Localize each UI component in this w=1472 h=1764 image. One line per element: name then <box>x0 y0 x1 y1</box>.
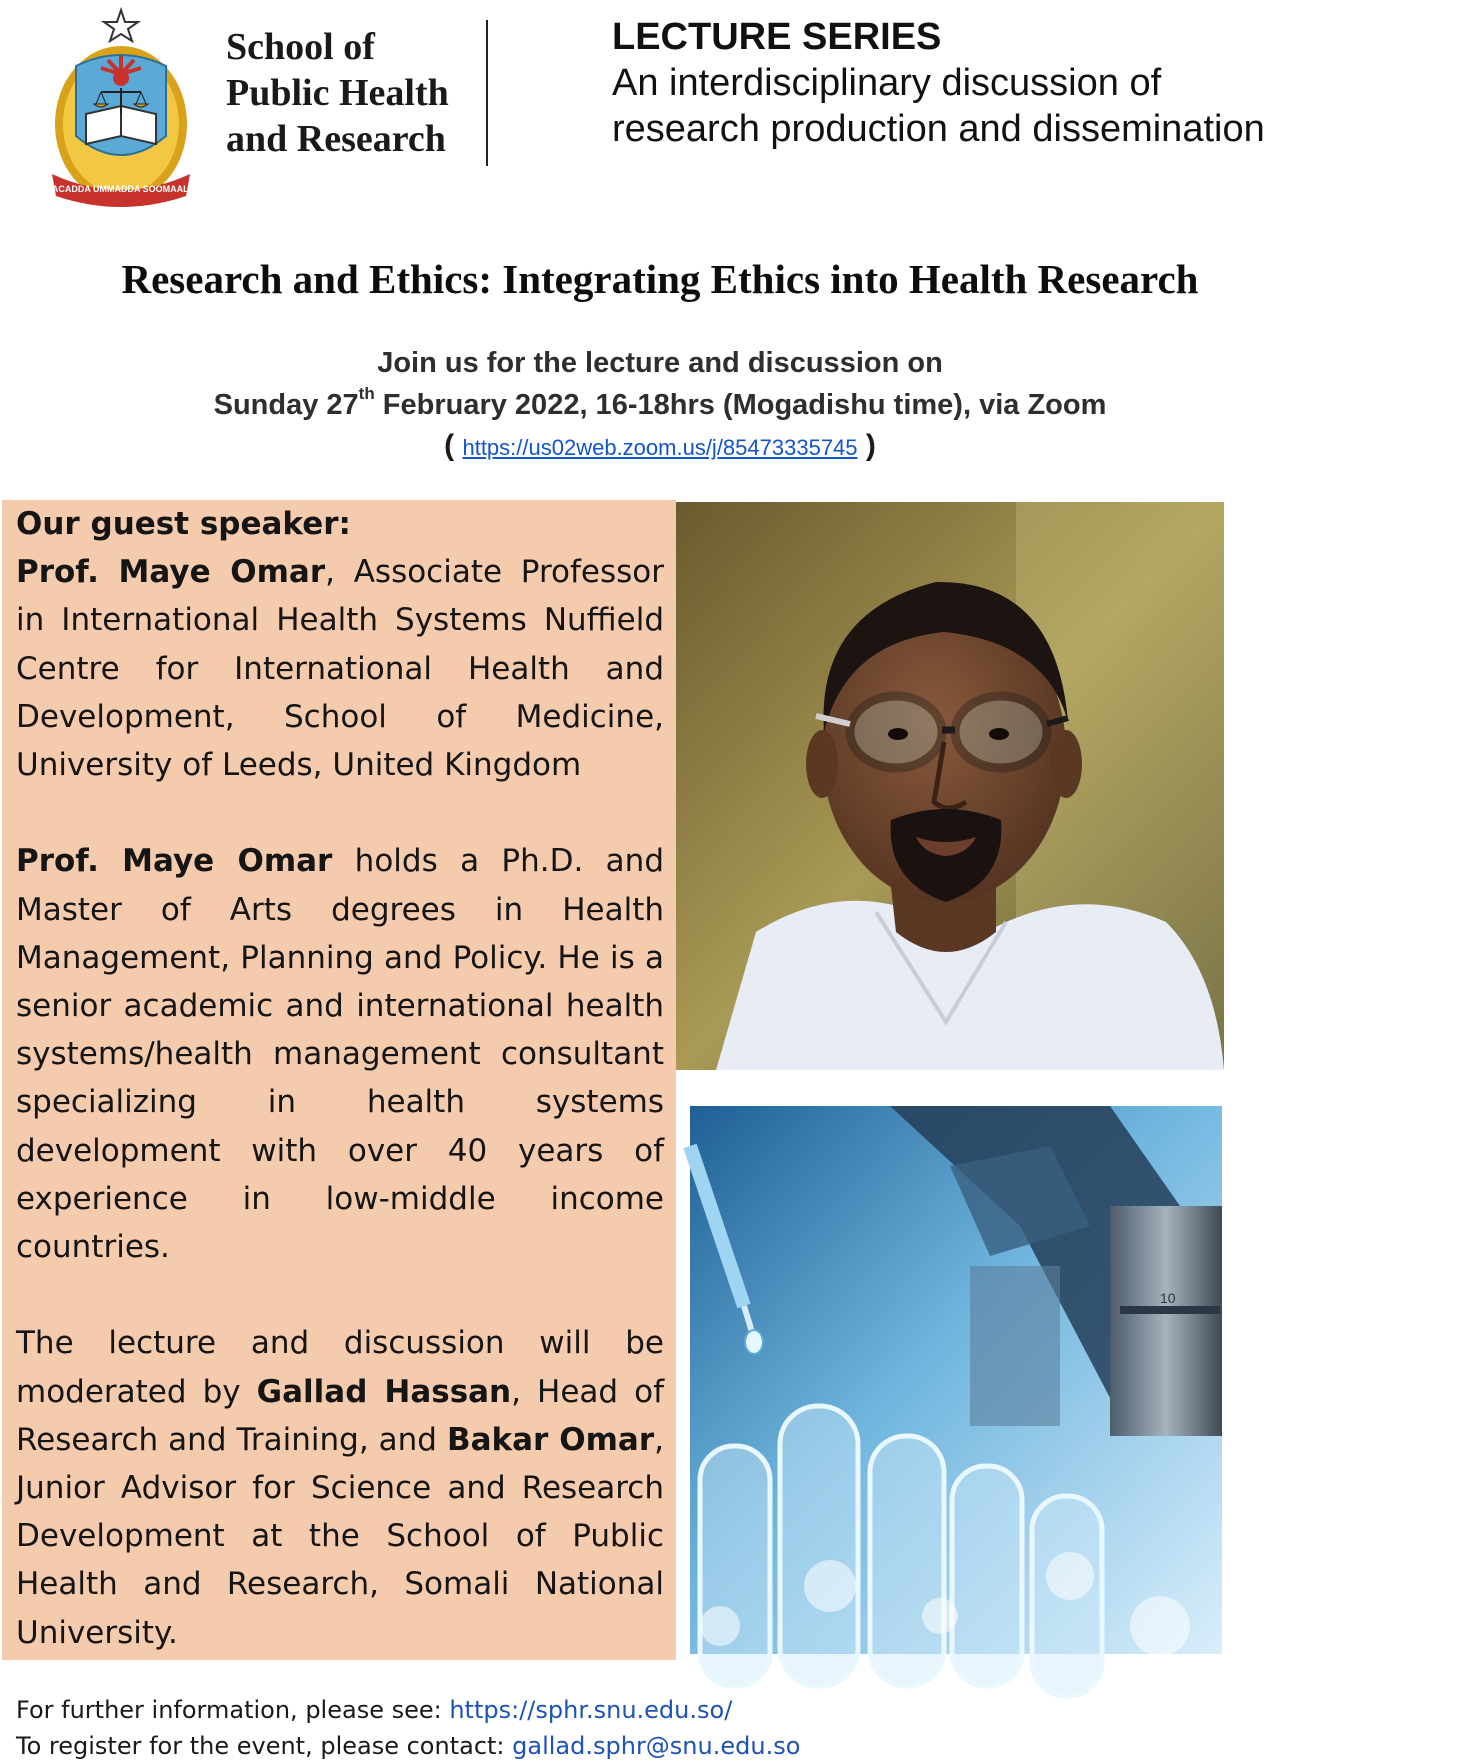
speaker-intro <box>16 500 664 789</box>
zoom-line <box>0 426 1320 468</box>
series-subtitle-line-1: An interdisciplinary discussion of <box>612 62 1162 104</box>
moderators-intro: The lecture and discussion will be moderated by <box>16 1325 664 1410</box>
moderators <box>16 1319 664 1656</box>
speaker-bio <box>16 837 664 1271</box>
paren-open: ( <box>444 429 455 462</box>
footer <box>16 1692 1016 1764</box>
series-title: LECTURE SERIES <box>612 16 942 58</box>
register-email-link[interactable]: gallad.sphr@snu.edu.so <box>512 1732 801 1760</box>
series-subtitle-line-2: research production and dissemination <box>612 108 1265 150</box>
speaker-title: , Associate Professor in International Health Systems Nuffield Centre for International Health and Development, School of Medicine, University of Leeds, United Kingdom <box>16 554 664 784</box>
info-line <box>16 1692 1016 1728</box>
school-name-line-1: School of <box>226 26 375 68</box>
register-line <box>16 1728 1016 1764</box>
date-suffix: th <box>358 384 375 404</box>
moderators-end: , Junior Advisor for Science and Research Development at the School of Public Health and Research, Somali National University. <box>16 1421 664 1651</box>
lab-photo <box>690 1106 1222 1654</box>
moderator-2: Bakar Omar <box>446 1421 655 1458</box>
join-line: Join us for the lecture and discussion on <box>377 347 943 379</box>
bio-speaker-name: Prof. Maye Omar <box>16 843 333 880</box>
speaker-photo <box>676 502 1224 1070</box>
speaker-heading: Our guest speaker: <box>16 506 351 542</box>
speaker-text <box>16 500 664 1705</box>
school-name-line-2: Public Health <box>226 72 449 114</box>
date-line <box>0 384 1320 426</box>
school-name <box>226 24 466 162</box>
lecture-title: Research and Ethics: Integrating Ethics into Health Research <box>121 256 1199 302</box>
info-label: For further information, please see: <box>16 1696 450 1724</box>
zoom-link[interactable]: https://us02web.zoom.us/j/85473335745 <box>462 435 858 460</box>
paren-close: ) <box>865 429 876 462</box>
crest-ring-text: JAAMACADDA UMMADDA SOOMAALIYEED <box>26 184 216 194</box>
microscope-mark: 10 <box>1160 1290 1176 1306</box>
register-label: To register for the event, please contact: <box>16 1732 513 1760</box>
bio-text: holds a Ph.D. and Master of Arts degrees in Health Management, Planning and Policy. He is a senior academic and international health systems/health management consultant specializing in health systems development with over 40 years of experience in low-middle income countries. <box>16 843 664 1266</box>
date-prefix: Sunday 27 <box>213 389 359 421</box>
moderator-1: Gallad Hassan <box>256 1373 512 1410</box>
series-subtitle <box>612 60 1372 152</box>
header-divider <box>486 20 488 166</box>
date-rest: February 2022, 16-18hrs (Mogadishu time), via Zoom <box>374 389 1107 421</box>
speaker-name: Prof. Maye Omar <box>16 554 326 591</box>
university-crest-icon <box>26 6 216 206</box>
moderators-mid: , Head of Research and Training, and <box>16 1373 665 1458</box>
school-name-line-3: and Research <box>226 118 446 160</box>
event-details <box>0 342 1320 426</box>
info-link[interactable]: https://sphr.snu.edu.so/ <box>449 1696 733 1724</box>
